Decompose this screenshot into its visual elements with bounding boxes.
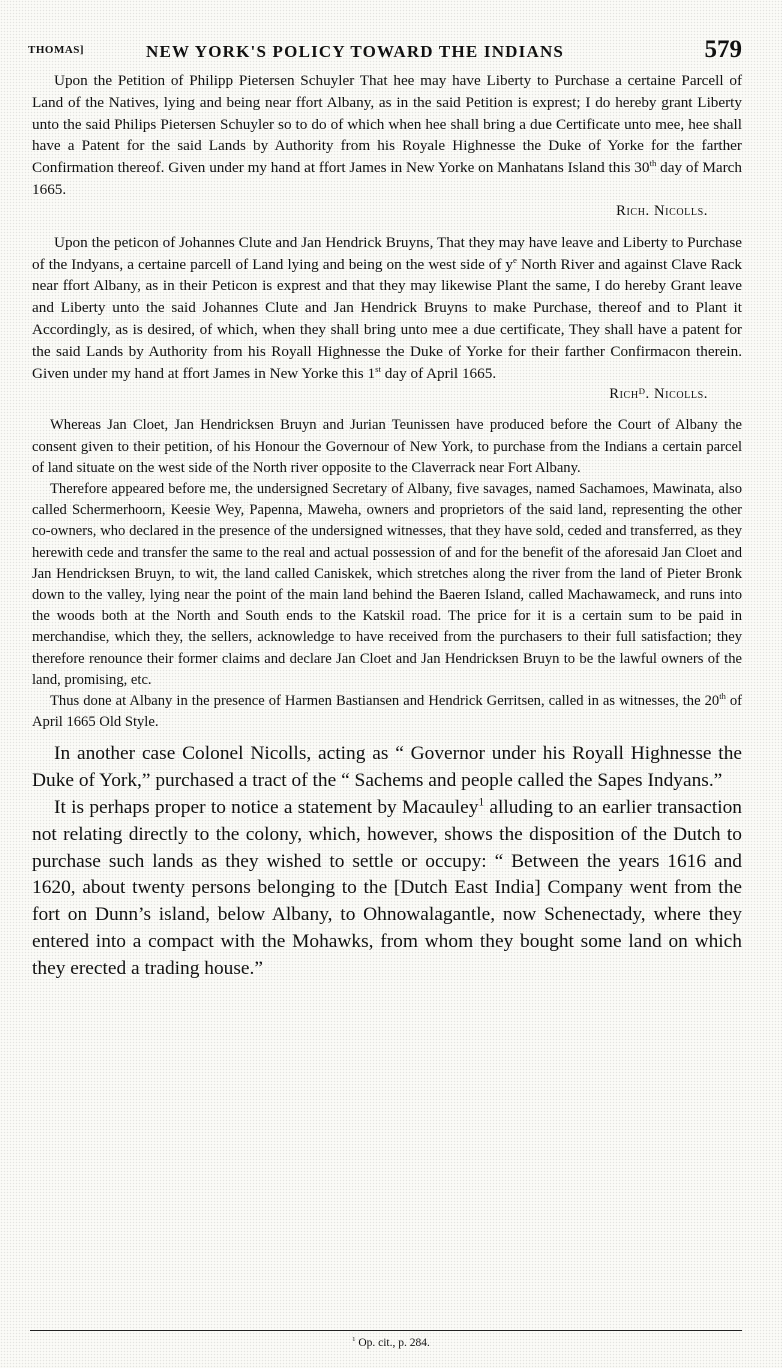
main-text bbox=[32, 741, 742, 982]
body-paragraph: In another case Colonel Nicolls, acting as “ Governor under his Royall Highnesse the Duke of York,” purchased a tract of the “ Sachems and people called the Sapes Indyans.” bbox=[32, 743, 742, 792]
deed-paragraph: Whereas Jan Cloet, Jan Hendricksen Bruyn and Jurian Teunissen have produced before the Court of Albany the consent given to their petition, of his Honour the Governour of New York, to purchase from the Indians a certain parcel of land situate on the west side of the North river opposite to the Claverrack near Fort Albany. bbox=[32, 417, 742, 476]
footnote-ref[interactable]: 1 bbox=[478, 796, 485, 809]
footnote-rule bbox=[30, 1330, 742, 1331]
page-number: 579 bbox=[704, 36, 742, 63]
document-body bbox=[28, 70, 742, 983]
author-name: THOMAS] bbox=[28, 44, 85, 56]
petition-text: Upon the Petition of Philipp Pietersen Schuyler That hee may have Liberty to Purchase a certaine Parcell of Land of the Natives, lying and being near ffort Albany, as in the said Petition is exprest; I do hereby grant Liberty unto the said Philips Pietersen Schuyler so to do of which when hee shall bring a due Certificate unto mee, hee shall have a Patent for the said Lands by Authority from his Royale Highnesse the Duke of Yorke for the farther Confirmation thereof. Given under my hand at ffort James in New Yorke on Manhatans Island this 30th day of March 1665. bbox=[32, 72, 743, 198]
petition-text: Upon the peticon of Johannes Clute and Jan Hendrick Bruyns, That they may have leave and Liberty to Purchase of the Indyans, a certaine parcell of Land lying and being on the west side of $y^e$ North River and against Clave Rack near ffort Albany, as in their Peticon is exprest and that they may likewise Plant the same, I do hereby Grant leave and Liberty unto the said Johannes Clute and Jan Hendrick Bruyns to make Purchase, thereof and to Plant it Accordingly, as is desired, of which, when they shall bring unto mee a due certificate, They shall have a patent for the said Lands by Authority from his Royall Highnesse the Duke of Yorke for their farther Confirmacon therein. Given under my hand at ffort James in New Yorke this 1st day of April 1665. bbox=[32, 233, 742, 382]
signature: Richᴰ. Nicolls. bbox=[609, 386, 708, 403]
footnote: $^1$ Op. cit., p. 284. bbox=[352, 1336, 430, 1349]
deed-paragraph: Therefore appeared before me, the undersigned Secretary of Albany, five savages, named Sachamoes, Mawinata, also called Schermerhoorn, Keesie Wey, Papenna, Maweha, owners and proprietors of the said land, representing the other co-owners, who declared in the presence of the undersigned witnesses, that they have sold, ceded and transferred, as they herewith cede and transfer the same to the real and actual possession of and for the benefit of the aforesaid Jan Cloet and Jan Hendricksen Bruyn, to wit, the land called Caniskek, which stretches along the river from the land of Pieter Bronk down to the valley, lying near the point of the main land behind the Baeren Island, called Machawameck, and runs into the woods both at the North and South ends to the Katskil road. The price for it is a certain sum to be paid in merchandise, which they, the sellers, acknowledge to have received from the purchasers to their full satisfaction; they therefore renounce their former claims and declare Jan Cloet and Jan Hendricksen Bruyn to be the lawful owners of the land, promising, etc. bbox=[32, 480, 742, 688]
petition-clute-bruyns bbox=[32, 232, 742, 405]
petition-schuyler bbox=[32, 70, 742, 221]
albany-deed-translation bbox=[32, 415, 742, 733]
chapter-title: NEW YORK'S POLICY TOWARD THE INDIANS bbox=[146, 42, 565, 61]
signature: Rich. Nicolls. bbox=[616, 202, 708, 219]
deed-paragraph: Thus done at Albany in the presence of Harmen Bastiansen and Hendrick Gerritsen, called in as witnesses, the 20th of April 1665 Old Style. bbox=[32, 691, 742, 731]
running-head bbox=[28, 36, 742, 70]
body-paragraph: It is perhaps proper to notice a statement by Macauley$^1$ alluding to an earlier transaction not relating directly to the colony, which, however, shows the disposition of the Dutch to purchase such lands as they wished to settle or occupy: “ Between the years 1616 and 1620, about twenty persons belonging to the [Dutch East India] Company went from the fort on Dunn’s island, below Albany, to Ohnowalagantle, now Schenectady, where they entered into a compact with the Mohawks, from whom they bought some land on which they erected a trading house.” bbox=[32, 796, 742, 979]
